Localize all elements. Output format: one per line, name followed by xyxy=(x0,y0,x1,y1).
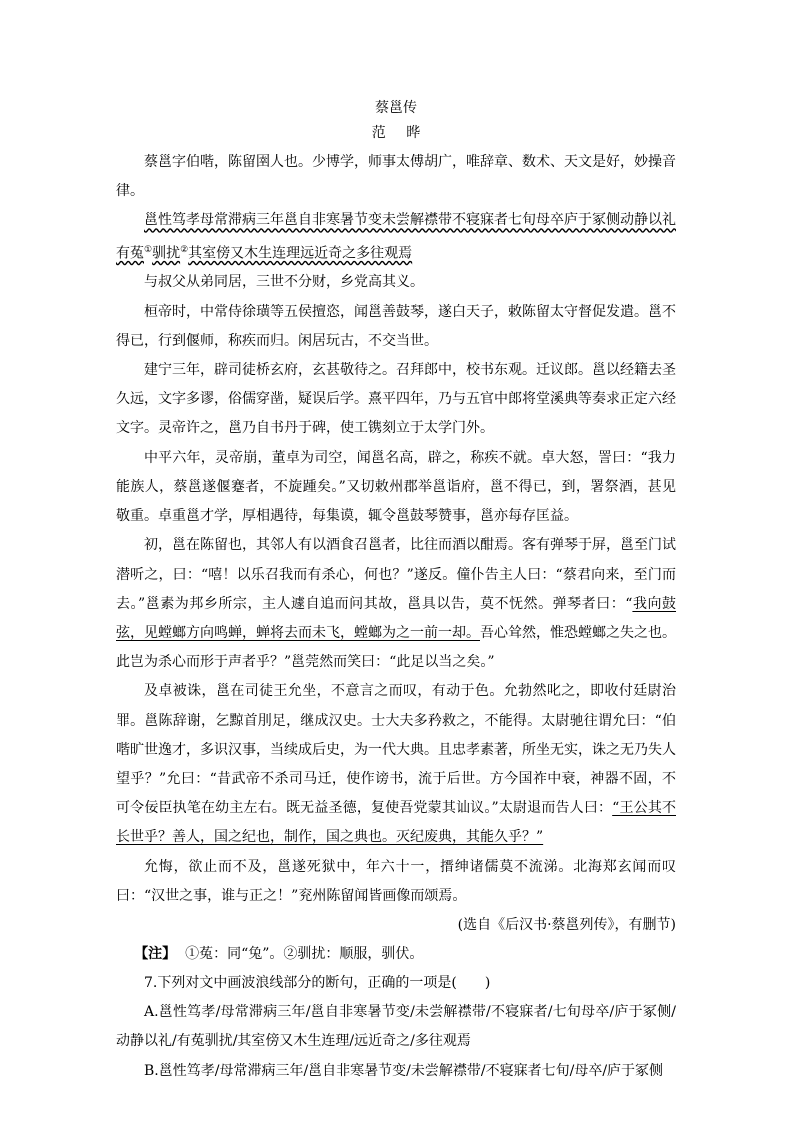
paragraph-8 xyxy=(116,677,676,852)
source-citation: (选自《后汉书·蔡邕列传》，有删节) xyxy=(457,916,676,933)
paragraph-2-wavy xyxy=(116,206,676,268)
question-stem: 7.下列对文中画波浪线部分的断句，正确的一项是( ) xyxy=(144,974,491,991)
paragraph-text: 允悔，欲止而不及，邕遂死狱中，年六十一，搢绅诸儒莫不流涕。北海郑玄闻而叹曰：“汉世之事，谁与正之！”兖州陈留闻皆画像而颂焉。 xyxy=(116,858,676,904)
paragraph-text: 吾心耸然，惟恐螳螂之失之也。此岂为杀心而形于声者乎？”邕莞然而笑曰：“此足以当之矣。” xyxy=(116,624,676,671)
paragraph-text: 及卓被诛，邕在司徒王允坐，不意言之而叹，有动于色。允勃然叱之，即收付廷尉治罪。邕陈辞谢，乞黥首刖足，继成汉史。士大夫多矜救之，不能得。太尉驰往谓允曰：“伯喈旷世逸才，多识汉事，当续成后史，为一代大典。且忠孝素著，所坐无实，诛之无乃失人望乎？”允曰：“昔武帝不杀司马迁，使作谤书，流于后世。方今国祚中衰，神器不固，不可令佞臣执笔在幼主左右。既无益圣德，复使吾党蒙其讪议。”太尉退而告人曰： xyxy=(116,683,676,817)
footnote-marker-2: ② xyxy=(180,244,189,255)
paragraph-text: 中平六年，灵帝崩，董卓为司空，闻邕名高，辟之，称疾不就。卓大怒，詈曰：“我力能族人，蔡邕遂偃蹇者，不旋踵矣。”又切敕州郡举邕诣府，邕不得已，到，署祭酒，甚见敬重。卓重邕才学，厚相遇待，每集谟，辄令邕鼓琴赞事，邕亦每存匡益。 xyxy=(116,449,676,525)
paragraph-3 xyxy=(116,268,676,297)
paragraph-text: 与叔父从弟同居，三世不分财，乡党高其义。 xyxy=(144,274,424,291)
author-name: 范 晔 xyxy=(371,125,429,141)
paragraph-text: 初，邕在陈留也，其邻人有以酒食召邕者，比往而酒以酣焉。客有弹琴于屏，邕至门试潜听之，曰：“嘻！以乐召我而有杀心，何也？”遂反。僮仆告主人曰：“蔡君向来，至门而去。”邕素为邦乡所宗，主人遽自追而问其故，邕具以告，莫不怃然。弹琴者曰：“ xyxy=(116,537,676,612)
paragraph-7 xyxy=(116,531,676,677)
option-a: A.邕性笃孝/母常滞病三年/邕自非寒暑节变/未尝解襟带/不寝寐者/七旬母卒/庐于冢侧/动静以礼/有菟驯扰/其室傍又木生连理/远近奇之/多往观焉 xyxy=(116,1003,676,1050)
underlined-sentence: 我向鼓弦，见螳螂方向鸣蝉，蝉将去而未飞，螳螂为之一前一却。 xyxy=(116,595,677,641)
footnote-marker-1: ① xyxy=(144,244,153,255)
wavy-underlined-text: 驯扰 xyxy=(152,245,181,262)
underlined-sentence: “王公其不长世乎？善人，国之纪也，制作，国之典也。灭纪废典，其能久乎？” xyxy=(116,800,676,846)
note-text: ①菟：同“兔”。②驯扰：顺服，驯伏。 xyxy=(185,945,424,962)
paragraph-1 xyxy=(116,148,676,206)
paragraph-9 xyxy=(116,853,676,911)
page-title: 蔡邕传 xyxy=(375,100,417,116)
paragraph-6 xyxy=(116,444,676,532)
wavy-underlined-text: 邕性笃孝母常滞病三年邕自非寒暑节变未尝解襟带不寝寐者七旬母卒庐于冢侧动静以礼有菟 xyxy=(116,212,676,262)
wavy-underlined-text: 其室傍又木生连理远近奇之多往观焉 xyxy=(188,245,413,262)
paragraph-text: 建宁三年，辟司徒桥玄府，玄甚敬待之。召拜郎中，校书东观。迁议郎。邕以经籍去圣久远，文字多谬，俗儒穿凿，疑误后学。熹平四年，乃与五官中郎将堂溪典等奏求正定六经文字。灵帝许之，邕乃自书丹于碑，使工镌刻立于太学门外。 xyxy=(116,362,676,437)
paragraph-5 xyxy=(116,356,676,444)
paragraph-text: 桓帝时，中常侍徐璜等五侯擅恣，闻邕善鼓琴，遂白天子，敕陈留太守督促发遣。邕不得已，行到偃师，称疾而归。闲居玩古，不交当世。 xyxy=(116,303,676,349)
option-b: B.邕性笃孝/母常滞病三年/邕自非寒暑节变/未尝解襟带/不寝寐者七旬/母卒/庐于冢侧 xyxy=(144,1062,664,1079)
paragraph-4 xyxy=(116,298,676,356)
paragraph-text: 蔡邕字伯喈，陈留圉人也。少博学，师事太傅胡广，唯辞章、数术、天文是好，妙操音律。 xyxy=(116,154,676,200)
note-label: 【注】 xyxy=(134,945,177,962)
annotation-note xyxy=(116,940,676,969)
document-page xyxy=(116,96,676,1086)
